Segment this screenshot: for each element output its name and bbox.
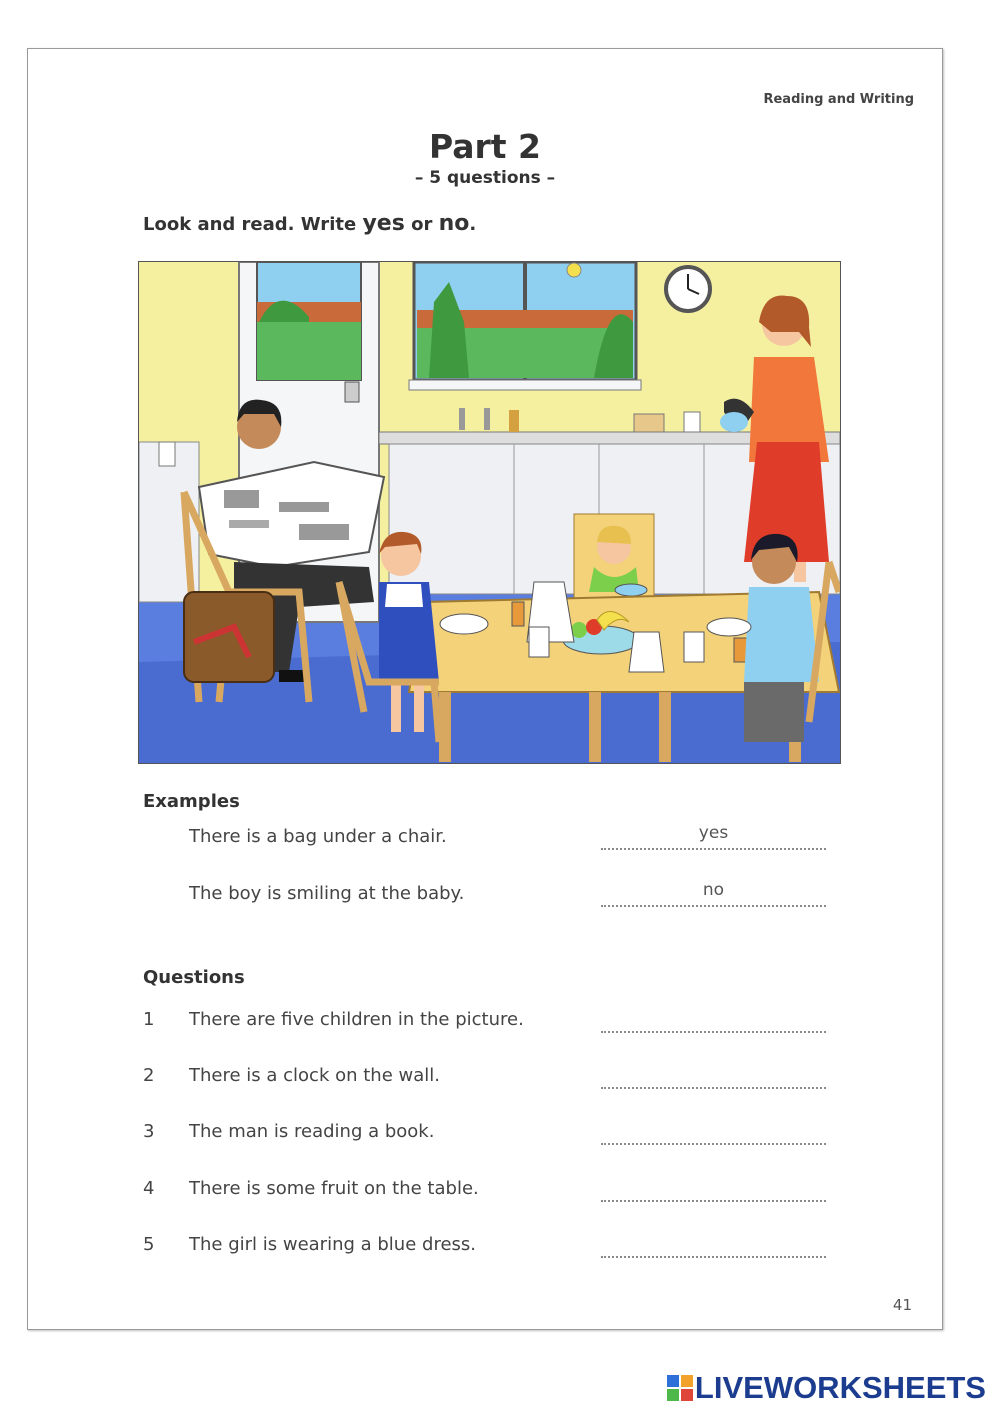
question-number: 2: [143, 1065, 155, 1086]
example-text: There is a bag under a chair.: [189, 826, 447, 847]
question-number: 4: [143, 1178, 155, 1199]
instruction: [143, 211, 476, 236]
instruction-no: no: [438, 211, 470, 236]
instruction-suffix: .: [469, 214, 477, 235]
kitchen-illustration: [138, 261, 841, 764]
example-row: [143, 822, 833, 862]
part-title: Part 2: [428, 127, 542, 166]
example-row: [143, 879, 833, 919]
part-subtitle: – 5 questions –: [414, 168, 556, 188]
answer-field-5[interactable]: [601, 1230, 826, 1258]
answer-field-1[interactable]: [601, 1005, 826, 1033]
answer-field-3[interactable]: [601, 1117, 826, 1145]
worksheet-page: [27, 48, 943, 1330]
section-header: Reading and Writing: [763, 92, 914, 107]
question-text: The man is reading a book.: [189, 1121, 435, 1142]
bag: [184, 592, 274, 682]
baby: [574, 514, 654, 604]
question-row: [143, 1230, 833, 1270]
question-row: [143, 1061, 833, 1101]
logo-icon: [667, 1375, 693, 1401]
question-text: There are five children in the picture.: [189, 1009, 524, 1030]
answer-field-4[interactable]: [601, 1174, 826, 1202]
question-row: [143, 1117, 833, 1157]
question-text: There is a clock on the wall.: [189, 1065, 440, 1086]
instruction-prefix: Look and read. Write: [143, 214, 357, 235]
question-text: The girl is wearing a blue dress.: [189, 1234, 476, 1255]
question-number: 3: [143, 1121, 155, 1142]
questions-label: Questions: [143, 967, 245, 988]
examples-label: Examples: [143, 791, 240, 812]
logo-text: LIVEWORKSHEETS: [694, 1370, 986, 1405]
question-number: 1: [143, 1009, 155, 1030]
example-text: The boy is smiling at the baby.: [189, 883, 465, 904]
question-number: 5: [143, 1234, 155, 1255]
example-answer: yes: [601, 822, 826, 850]
instruction-yes: yes: [362, 211, 405, 236]
question-row: [143, 1174, 833, 1214]
liveworksheets-logo[interactable]: [667, 1370, 986, 1405]
page-number: 41: [892, 1296, 912, 1314]
question-text: There is some fruit on the table.: [189, 1178, 479, 1199]
question-row: [143, 1005, 833, 1045]
answer-field-2[interactable]: [601, 1061, 826, 1089]
instruction-or: or: [411, 214, 433, 235]
example-answer: no: [601, 879, 826, 907]
